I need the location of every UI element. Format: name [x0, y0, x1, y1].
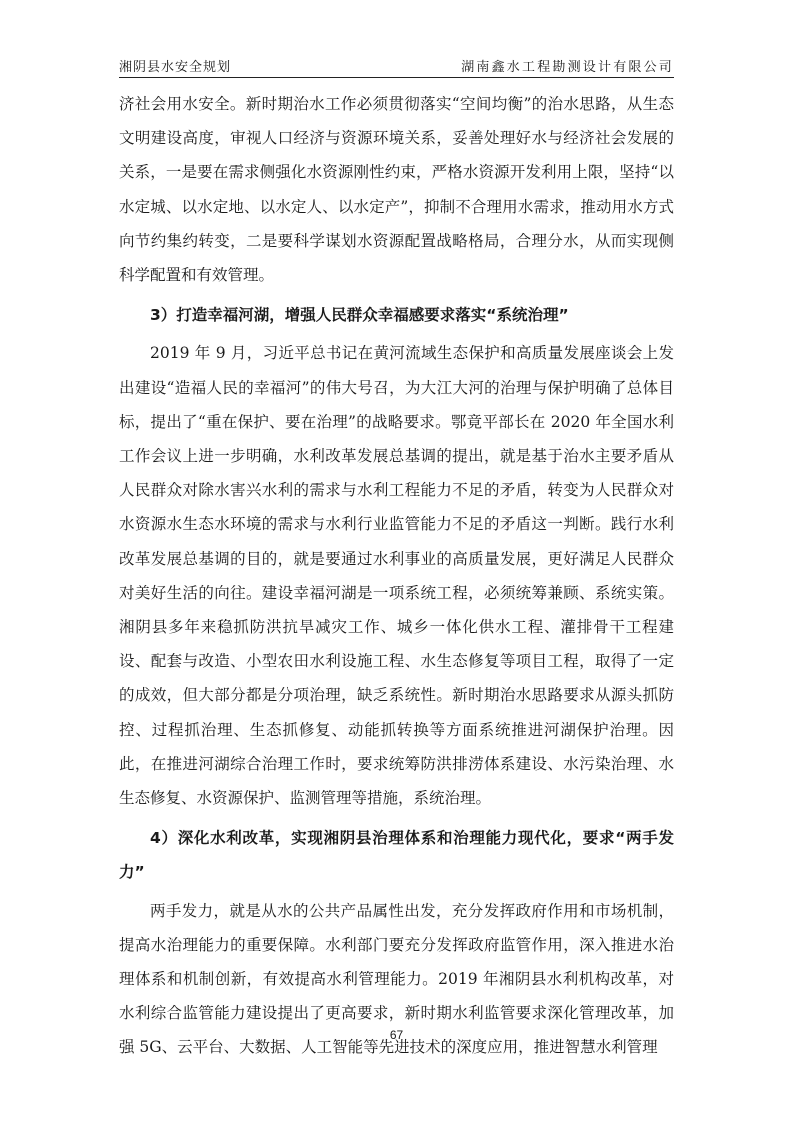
section-heading-4: 4）深化水利改革，实现湘阴县治理体系和治理能力现代化，要求“两手发力” [119, 829, 674, 882]
paragraph-two-hands: 两手发力，就是从水的公共产品属性出发，充分发挥政府作用和市场机制，提高水治理能力的重要保障。水利部门要充分发挥政府监管作用，深入推进水治理体系和机制创新，有效提高水利管理能力。2019 年湘阴县水利机构改革，对水利综合监管能力建设提出了更高要求，新时期水利监管要求深化管理改革，加强 5G、云平台、大数据、人工智能等先进技术的深度应用，推进智慧水利管理 [119, 901, 674, 1057]
page-header [119, 54, 674, 76]
page-number: 67 [389, 1028, 404, 1042]
header-company-name: 湖南鑫水工程勘测设计有限公司 [461, 60, 674, 75]
header-document-title: 湘阴县水安全规划 [119, 60, 232, 75]
paragraph-continuation: 济社会用水安全。新时期治水工作必须贯彻落实“空间均衡”的治水思路，从生态文明建设高度，审视人口经济与资源环境关系，妥善处理好水与经济社会发展的关系，一是要在需求侧强化水资源刚性约束，严格水资源开发利用上限，坚持“以水定城、以水定地、以水定人、以水定产”，抑制不合理用水需求，推动用水方式向节约集约转变，二是要科学谋划水资源配置战略格局，合理分水，从而实现侧科学配置和有效管理。 [119, 95, 674, 285]
header-divider [119, 77, 674, 78]
section-heading-3: 3）打造幸福河湖，增强人民群众幸福感要求落实“系统治理” [150, 306, 569, 325]
document-body [119, 87, 674, 1065]
paragraph-system-governance: 2019 年 9 月，习近平总书记在黄河流域生态保护和高质量发展座谈会上发出建设“造福人民的幸福河”的伟大号召，为大江大河的治理与保护明确了总体目标，提出了“重在保护、要在治理”的战略要求。鄂竟平部长在 2020 年全国水利工作会议上进一步明确，水利改革发展总基调的提出，就是基于治水主要矛盾从人民群众对除水害兴水利的需求与水利工程能力不足的矛盾，转变为人民群众对水资源水生态水环境的需求与水利行业监管能力不足的矛盾这一判断。践行水利改革发展总基调的目的，就是要通过水利事业的高质量发展，更好满足人民群众对美好生活的向往。建设幸福河湖是一项系统工程，必须统筹兼顾、系统实策。湘阴县多年来稳抓防洪抗旱减灾工作、城乡一体化供水工程、灌排骨干工程建设、配套与改造、小型农田水利设施工程、水生态修复等项目工程，取得了一定的成效，但大部分都是分项治理，缺乏系统性。新时期治水思路要求从源头抓防控、过程抓治理、生态抓修复、动能抓转换等方面系统推进河湖保护治理。因此，在推进河湖综合治理工作时，要求统筹防洪排涝体系建设、水污染治理、水生态修复、水资源保护、监测管理等措施，系统治理。 [119, 344, 674, 808]
